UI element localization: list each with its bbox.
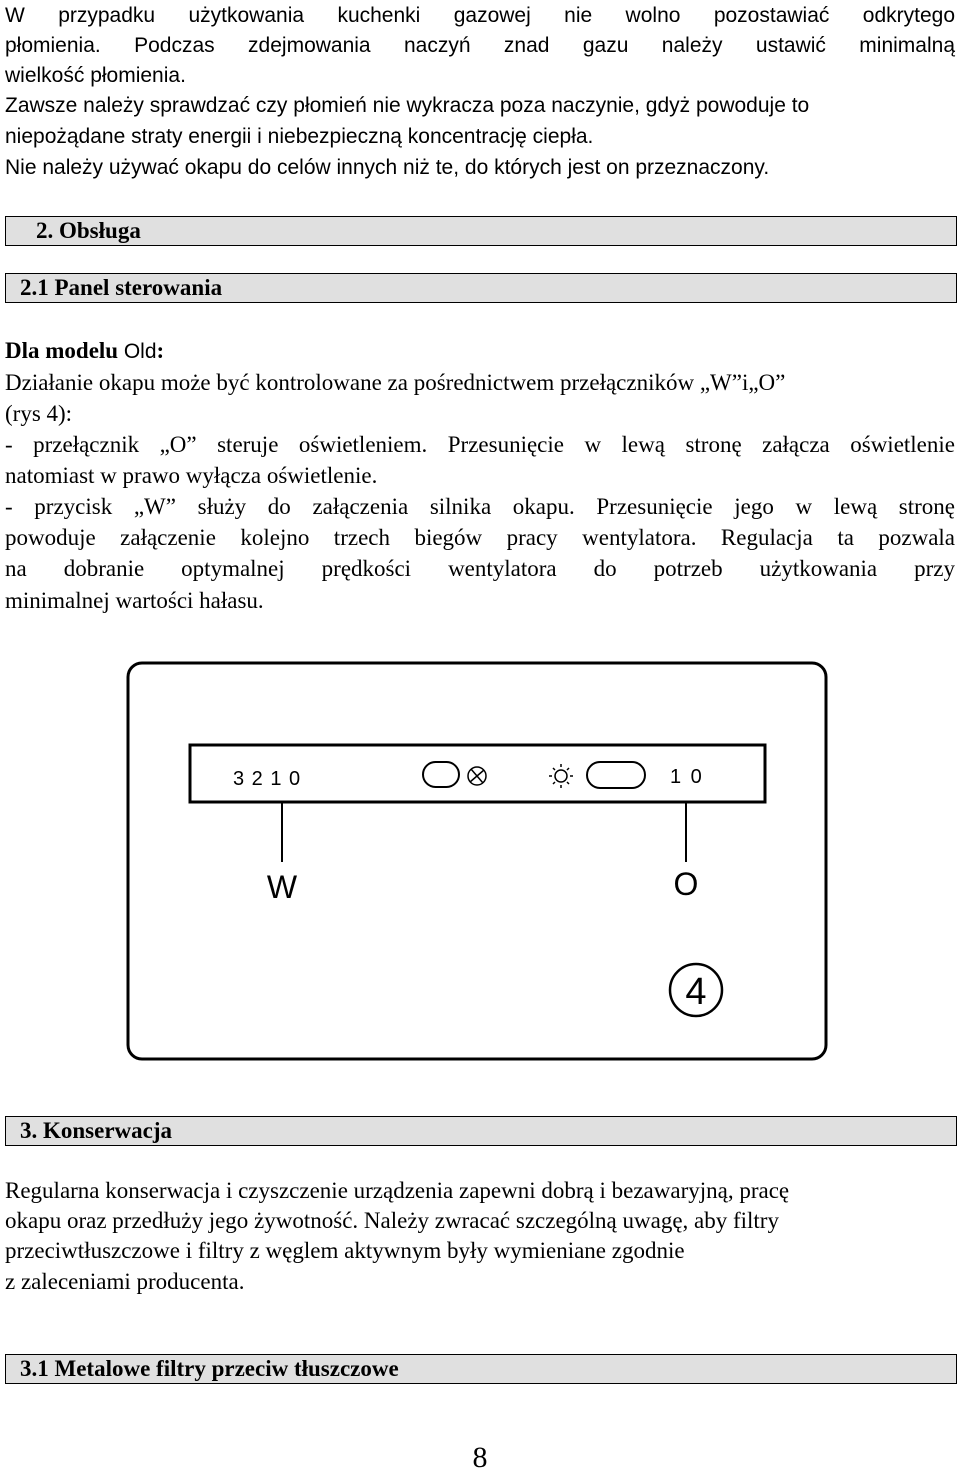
text-line: przeciwtłuszczowe i filtry z węglem aktywnym były wymieniane zgodnie xyxy=(5,1238,685,1263)
text-line: Działanie okapu może być kontrolowane za pośrednictwem przełączników „W”i„O” xyxy=(5,370,786,395)
text-line: powoduje załączenie kolejno trzech biegów pracy wentylatora. Regulacja ta pozwala xyxy=(5,525,955,550)
model-line xyxy=(5,335,955,367)
text-line: Zawsze należy sprawdzać czy płomień nie wykracza poza naczynie, gdyż powoduje to xyxy=(5,94,810,117)
section-title: 2.1 Panel sterowania xyxy=(20,275,223,300)
section-heading-konserwacja xyxy=(5,1116,957,1146)
text-line: płomienia. Podczas zdejmowania naczyń znad gazu należy ustawić minimalną xyxy=(5,34,955,57)
text-line: minimalnej wartości hałasu. xyxy=(5,588,264,613)
section-title: 3.1 Metalowe filtry przeciw tłuszczowe xyxy=(20,1356,399,1381)
text-line: z zaleceniami producenta. xyxy=(5,1269,245,1294)
model-name: Old xyxy=(123,340,157,363)
section-heading-metal-filters xyxy=(5,1354,957,1384)
light-slider-knob xyxy=(587,762,645,788)
text-line: W przypadku użytkowania kuchenki gazowej nie wolno pozostawiać odkrytego xyxy=(5,4,955,27)
text-line: niepożądane straty energii i niebezpieczną koncentrację ciepła. xyxy=(5,125,594,148)
section-title: 3. Konserwacja xyxy=(20,1118,173,1143)
text-line: (rys 4): xyxy=(5,401,73,426)
text-line: Regularna konserwacja i czyszczenie urządzenia zapewni dobrą i bezawaryjną, pracę xyxy=(5,1178,790,1203)
text-line: - przycisk „W” służy do załączenia silnika okapu. Przesunięcie jego w lewą stronę xyxy=(5,494,955,519)
section-heading-panel-sterowania xyxy=(5,273,957,303)
text-line: Nie należy używać okapu do celów innych niż te, do których jest on przeznaczony. xyxy=(5,156,770,179)
model-colon: : xyxy=(156,338,165,363)
text-line: - przełącznik „O” steruje oświetleniem. Przesunięcie w lewą stronę załącza oświetlenie xyxy=(5,432,955,457)
text-line: okapu oraz przedłuży jego żywotność. Należy zwracać szczególną uwagę, aby filtry xyxy=(5,1208,779,1233)
light-scale: 1 0 xyxy=(670,766,704,788)
control-panel-figure xyxy=(125,660,831,1062)
section-heading-obsluga xyxy=(5,216,957,246)
section-title: 2. Obsługa xyxy=(36,218,141,243)
text-line: natomiast w prawo wyłącza oświetlenie. xyxy=(5,463,378,488)
figure-number: 4 xyxy=(685,971,707,1013)
text-line: wielkość płomienia. xyxy=(5,64,186,87)
text-line: na dobranie optymalnej prędkości wentylatora do potrzeb użytkowania przy xyxy=(5,556,955,581)
fan-speed-scale: 3 2 1 0 xyxy=(233,768,302,790)
page-number: 8 xyxy=(472,1441,488,1474)
fan-slider-knob xyxy=(423,762,459,787)
model-label: Dla modelu xyxy=(5,338,119,363)
o-switch-label: O xyxy=(673,866,699,902)
w-switch-label: W xyxy=(266,869,298,905)
